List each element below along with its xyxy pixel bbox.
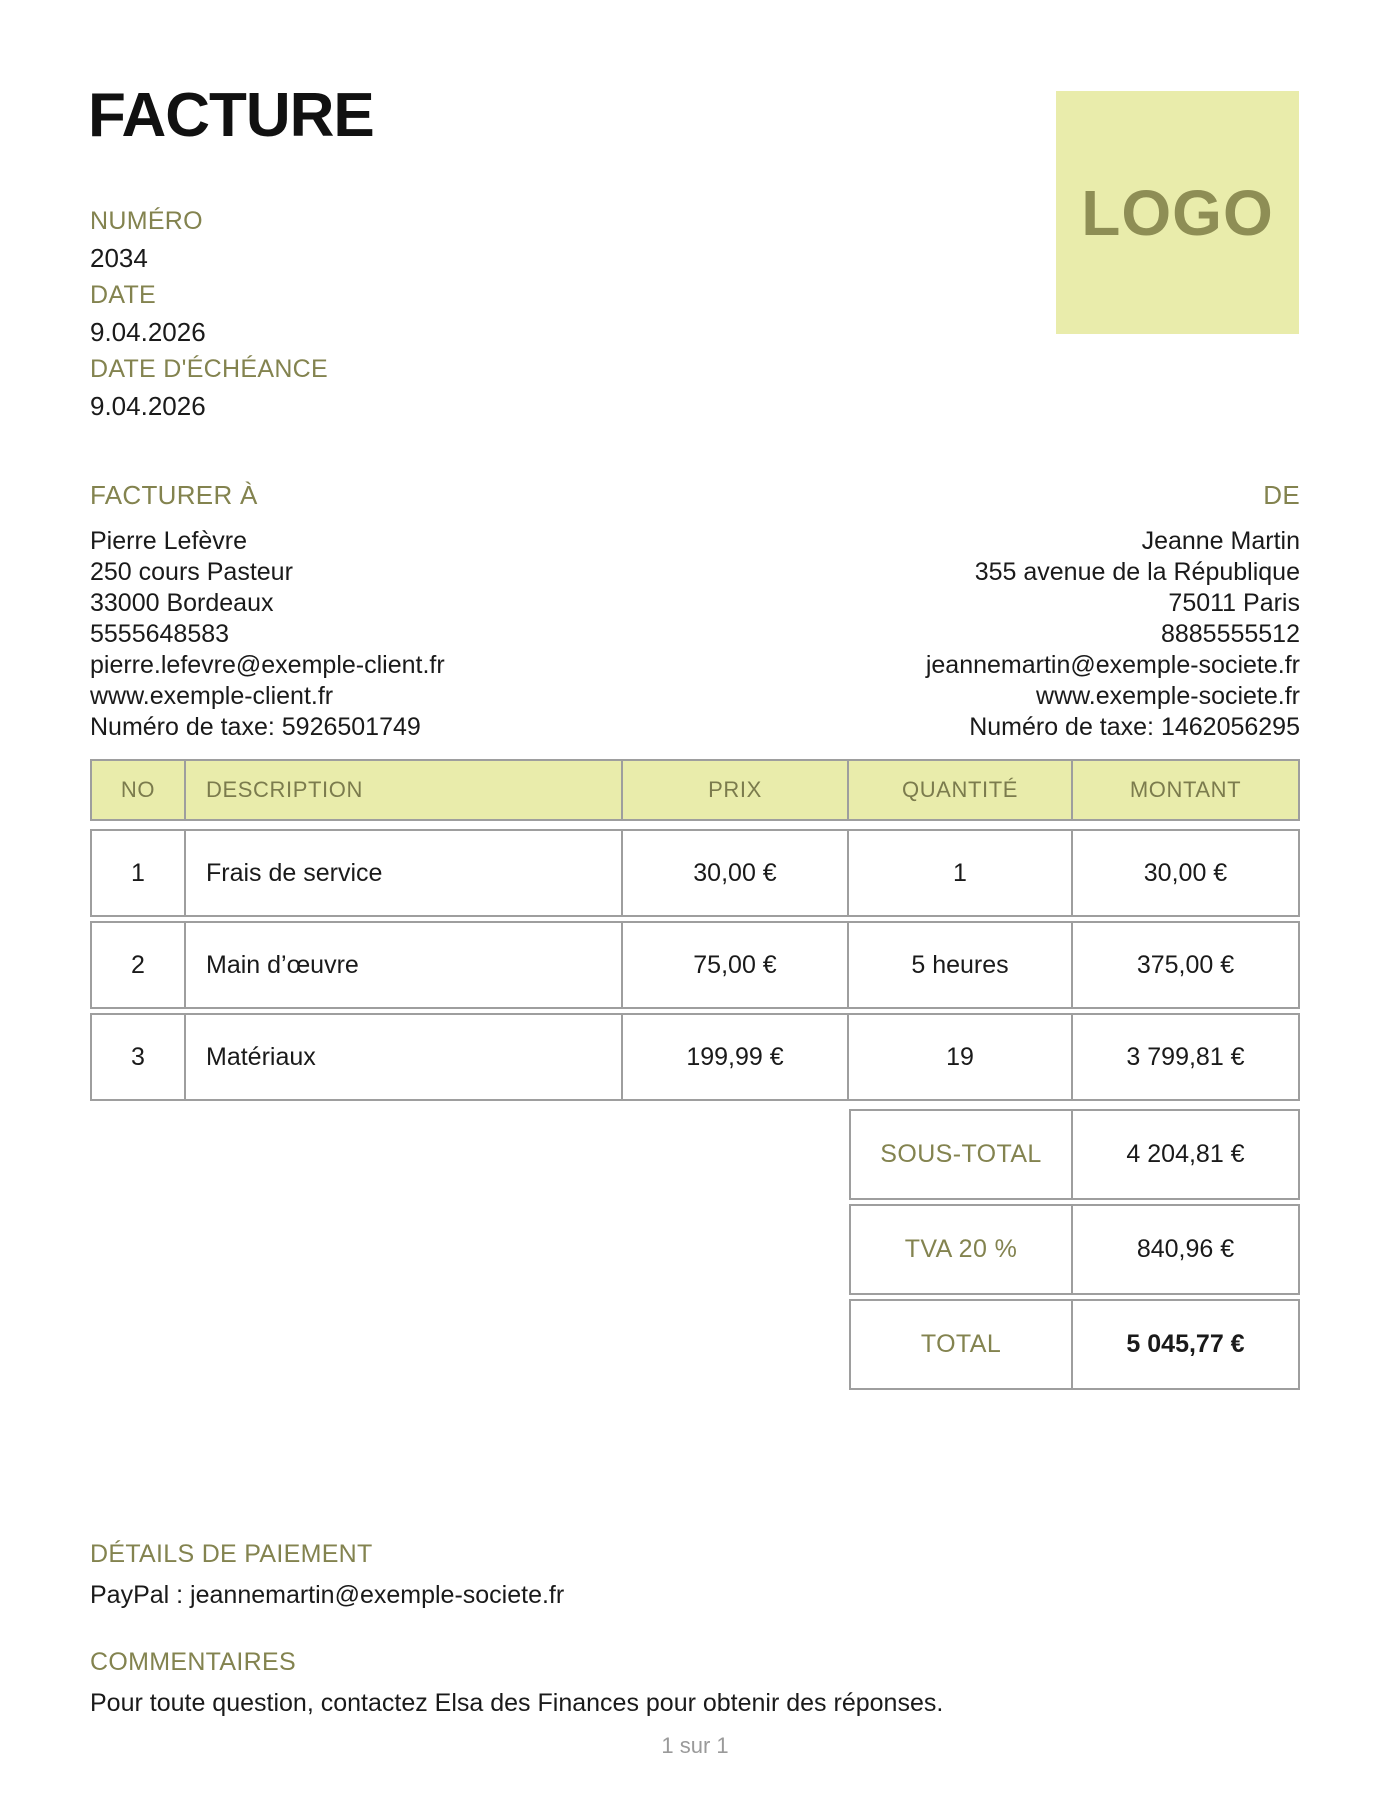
invoice-due-date-label: DATE D'ÉCHÉANCE <box>90 355 329 383</box>
from-phone: 8885555512 <box>1160 620 1300 648</box>
table-row <box>90 829 1300 917</box>
grand-total-label: TOTAL <box>849 1299 1073 1390</box>
invoice-date-label: DATE <box>90 281 157 309</box>
tax-value: 840,96 € <box>1073 1204 1300 1295</box>
cell-quantity: 19 <box>849 1013 1073 1101</box>
comments-section <box>90 1648 943 1718</box>
from-tax-number: Numéro de taxe: 1462056295 <box>969 713 1300 741</box>
logo-placeholder <box>1056 91 1299 334</box>
payment-details-section <box>90 1540 564 1610</box>
invoice-number-label: NUMÉRO <box>90 207 203 235</box>
cell-no: 1 <box>90 829 186 917</box>
billed-to-phone: 5555648583 <box>90 620 230 648</box>
column-header-no: NO <box>90 759 186 821</box>
cell-no: 2 <box>90 921 186 1009</box>
cell-description: Matériaux <box>186 1013 623 1101</box>
billed-to-email: pierre.lefevre@exemple-client.fr <box>90 651 445 679</box>
payment-details-line: PayPal : jeannemartin@exemple-societe.fr <box>90 1581 565 1609</box>
invoice-number-value: 2034 <box>90 243 148 273</box>
line-items-section <box>90 755 1300 1394</box>
billed-to-city: 33000 Bordeaux <box>90 589 274 617</box>
cell-price: 30,00 € <box>623 829 849 917</box>
parties-section <box>90 480 1300 743</box>
cell-price: 75,00 € <box>623 921 849 1009</box>
cell-description: Main d’œuvre <box>186 921 623 1009</box>
billed-to-heading: FACTURER À <box>90 480 258 510</box>
from-block <box>926 480 1300 743</box>
comments-heading: COMMENTAIRES <box>90 1648 296 1676</box>
page-number-indicator: 1 sur 1 <box>661 1733 729 1758</box>
grand-total-row <box>849 1299 1300 1390</box>
from-heading: DE <box>1263 480 1300 510</box>
tax-row <box>849 1204 1300 1295</box>
subtotal-value: 4 204,81 € <box>1073 1109 1300 1200</box>
billed-to-name: Pierre Lefèvre <box>90 527 248 555</box>
cell-amount: 3 799,81 € <box>1073 1013 1300 1101</box>
invoice-due-date-value: 9.04.2026 <box>90 391 206 421</box>
tax-label: TVA 20 % <box>849 1204 1073 1295</box>
cell-quantity: 5 heures <box>849 921 1073 1009</box>
column-header-amount: MONTANT <box>1073 759 1300 821</box>
cell-amount: 30,00 € <box>1073 829 1300 917</box>
items-table-body <box>90 825 1300 1105</box>
subtotal-label: SOUS-TOTAL <box>849 1109 1073 1200</box>
billed-to-website: www.exemple-client.fr <box>90 682 334 710</box>
billed-to-tax-number: Numéro de taxe: 5926501749 <box>90 713 421 741</box>
from-website: www.exemple-societe.fr <box>1036 682 1300 710</box>
page-title: FACTURE <box>88 81 374 150</box>
column-header-description: DESCRIPTION <box>186 759 623 821</box>
logo-text: LOGO <box>1081 176 1274 249</box>
invoice-date-value: 9.04.2026 <box>90 317 206 347</box>
from-email: jeannemartin@exemple-societe.fr <box>925 651 1300 679</box>
from-name: Jeanne Martin <box>1141 527 1300 555</box>
items-table-header <box>90 755 1300 825</box>
billed-to-street: 250 cours Pasteur <box>90 558 293 586</box>
comments-line: Pour toute question, contactez Elsa des Finances pour obtenir des réponses. <box>90 1689 944 1717</box>
cell-no: 3 <box>90 1013 186 1101</box>
cell-quantity: 1 <box>849 829 1073 917</box>
payment-details-heading: DÉTAILS DE PAIEMENT <box>90 1540 373 1568</box>
header-row <box>90 759 1300 821</box>
billed-to-block <box>90 480 445 743</box>
column-header-price: PRIX <box>623 759 849 821</box>
cell-amount: 375,00 € <box>1073 921 1300 1009</box>
from-street: 355 avenue de la République <box>974 558 1300 586</box>
cell-description: Frais de service <box>186 829 623 917</box>
subtotal-row <box>849 1109 1300 1200</box>
from-city: 75011 Paris <box>1168 589 1300 617</box>
column-header-quantity: QUANTITÉ <box>849 759 1073 821</box>
table-row <box>90 1013 1300 1101</box>
table-row <box>90 921 1300 1009</box>
grand-total-value: 5 045,77 € <box>1073 1299 1300 1390</box>
invoice-meta <box>90 203 328 425</box>
cell-price: 199,99 € <box>623 1013 849 1101</box>
totals-table <box>849 1105 1300 1394</box>
